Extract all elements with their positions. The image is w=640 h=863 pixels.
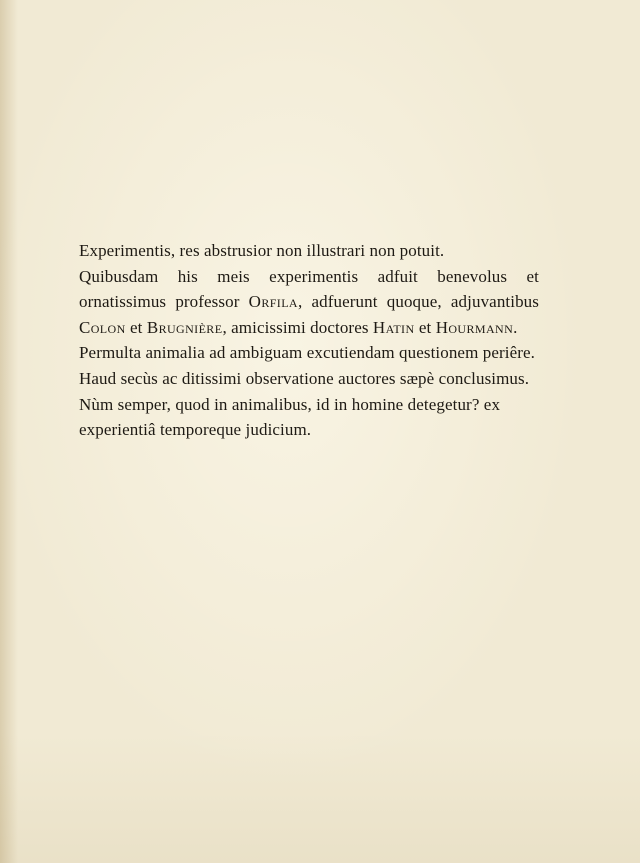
paragraph-5 <box>79 392 539 443</box>
paragraph-3 <box>79 340 539 366</box>
text-run: Haud secùs ac ditissimi observatione auctores sæpè conclusimus. <box>79 368 530 388</box>
name-colon: Colon <box>79 317 126 337</box>
text-run: Quibusdam his meis experimentis adfuit benevolus et ornatissimus professor <box>79 266 539 312</box>
text-run: . <box>513 317 518 337</box>
body-text <box>79 238 539 443</box>
name-hatin: Hatin <box>372 317 415 337</box>
name-brugniere: Brugnière <box>146 317 223 337</box>
name-orfila: Orfila <box>248 292 299 312</box>
text-run: Experimentis, res abstrusior non illustrari non potuit. <box>79 241 445 260</box>
text-run: , amicissimi doctores <box>222 317 373 337</box>
text-run: Permulta animalia ad ambiguam excutiendam questionem periêre. <box>79 343 535 363</box>
paragraph-4 <box>79 366 539 392</box>
text-run: Nùm semper, quod in animalibus, id in homine detegetur? ex experientiâ temporeque judicium. <box>79 394 501 440</box>
text-run: , adfuerunt quoque, adjuvantibus <box>298 292 539 312</box>
paragraph-2 <box>79 264 539 341</box>
text-run: et <box>414 317 436 337</box>
name-hourmann: Hourmann <box>435 317 514 337</box>
paragraph-1 <box>79 238 539 264</box>
text-run: et <box>125 317 147 337</box>
